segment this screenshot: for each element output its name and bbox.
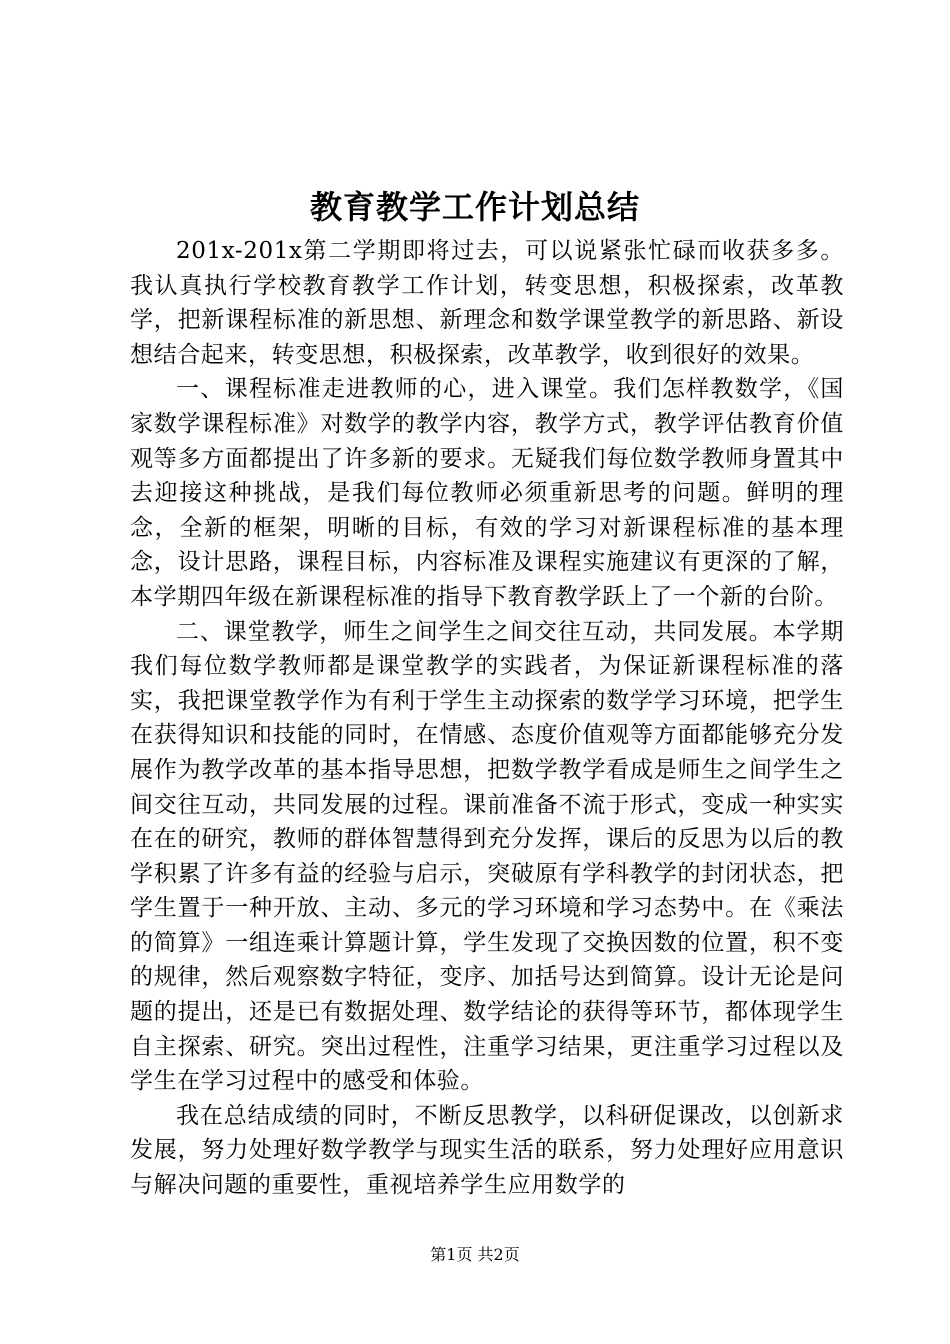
paragraph-section-2: 二、课堂教学，师生之间学生之间交往互动，共同发展。本学期我们每位数学教师都是课堂教学的实践者，为保证新课程标准的落实，我把课堂教学作为有利于学生主动探索的数学学习环境，把学生在获得知识和技能的同时，在情感、态度价值观等方面都能够充分发展作为教学改革的基本指导思想，把数学教学看成是师生之间学生之间交往互动，共同发展的过程。课前准备不流于形式，变成一种实实在在的研究，教师的群体智慧得到充分发挥，课后的反思为以后的教学积累了许多有益的经验与启示，突破原有学科教学的封闭状态，把学生置于一种开放、主动、多元的学习环境和学习态势中。在《乘法的简算》一组连乘计算题计算，学生发现了交换因数的位置，积不变的规律，然后观察数字特征，变序、加括号达到简算。设计无论是问题的提出，还是已有数据处理、数学结论的获得等环节，都体现学生自主探索、研究。突出过程性，注重学习结果，更注重学习过程以及学生在学习过程中的感受和体验。 <box>130 618 844 1095</box>
paragraph-intro: 201x-201x第二学期即将过去，可以说紧张忙碌而收获多多。我认真执行学校教育教学工作计划，转变思想，积极探索，改革教学，把新课程标准的新思想、新理念和数学课堂教学的新思路、新设想结合起来，转变思想，积极探索，改革教学，收到很好的效果。 <box>130 238 844 368</box>
paragraph-reflection: 我在总结成绩的同时，不断反思教学，以科研促课改，以创新求发展，努力处理好数学教学与现实生活的联系，努力处理好应用意识与解决问题的重要性，重视培养学生应用数学的 <box>130 1102 844 1199</box>
paragraph-section-1: 一、课程标准走进教师的心，进入课堂。我们怎样教数学，《国家数学课程标准》对数学的教学内容，教学方式，教学评估教育价值观等多方面都提出了许多新的要求。无疑我们每位数学教师身置其中去迎接这种挑战，是我们每位教师必须重新思考的问题。鲜明的理念，全新的框架，明晰的目标，有效的学习对新课程标准的基本理念，设计思路，课程目标，内容标准及课程实施建议有更深的了解，本学期四年级在新课程标准的指导下教育教学跃上了一个新的台阶。 <box>130 376 844 610</box>
document-body <box>130 234 844 1203</box>
document-title: 教育教学工作计划总结 <box>309 188 640 226</box>
page-indicator: 第1页 共2页 <box>430 1245 520 1264</box>
